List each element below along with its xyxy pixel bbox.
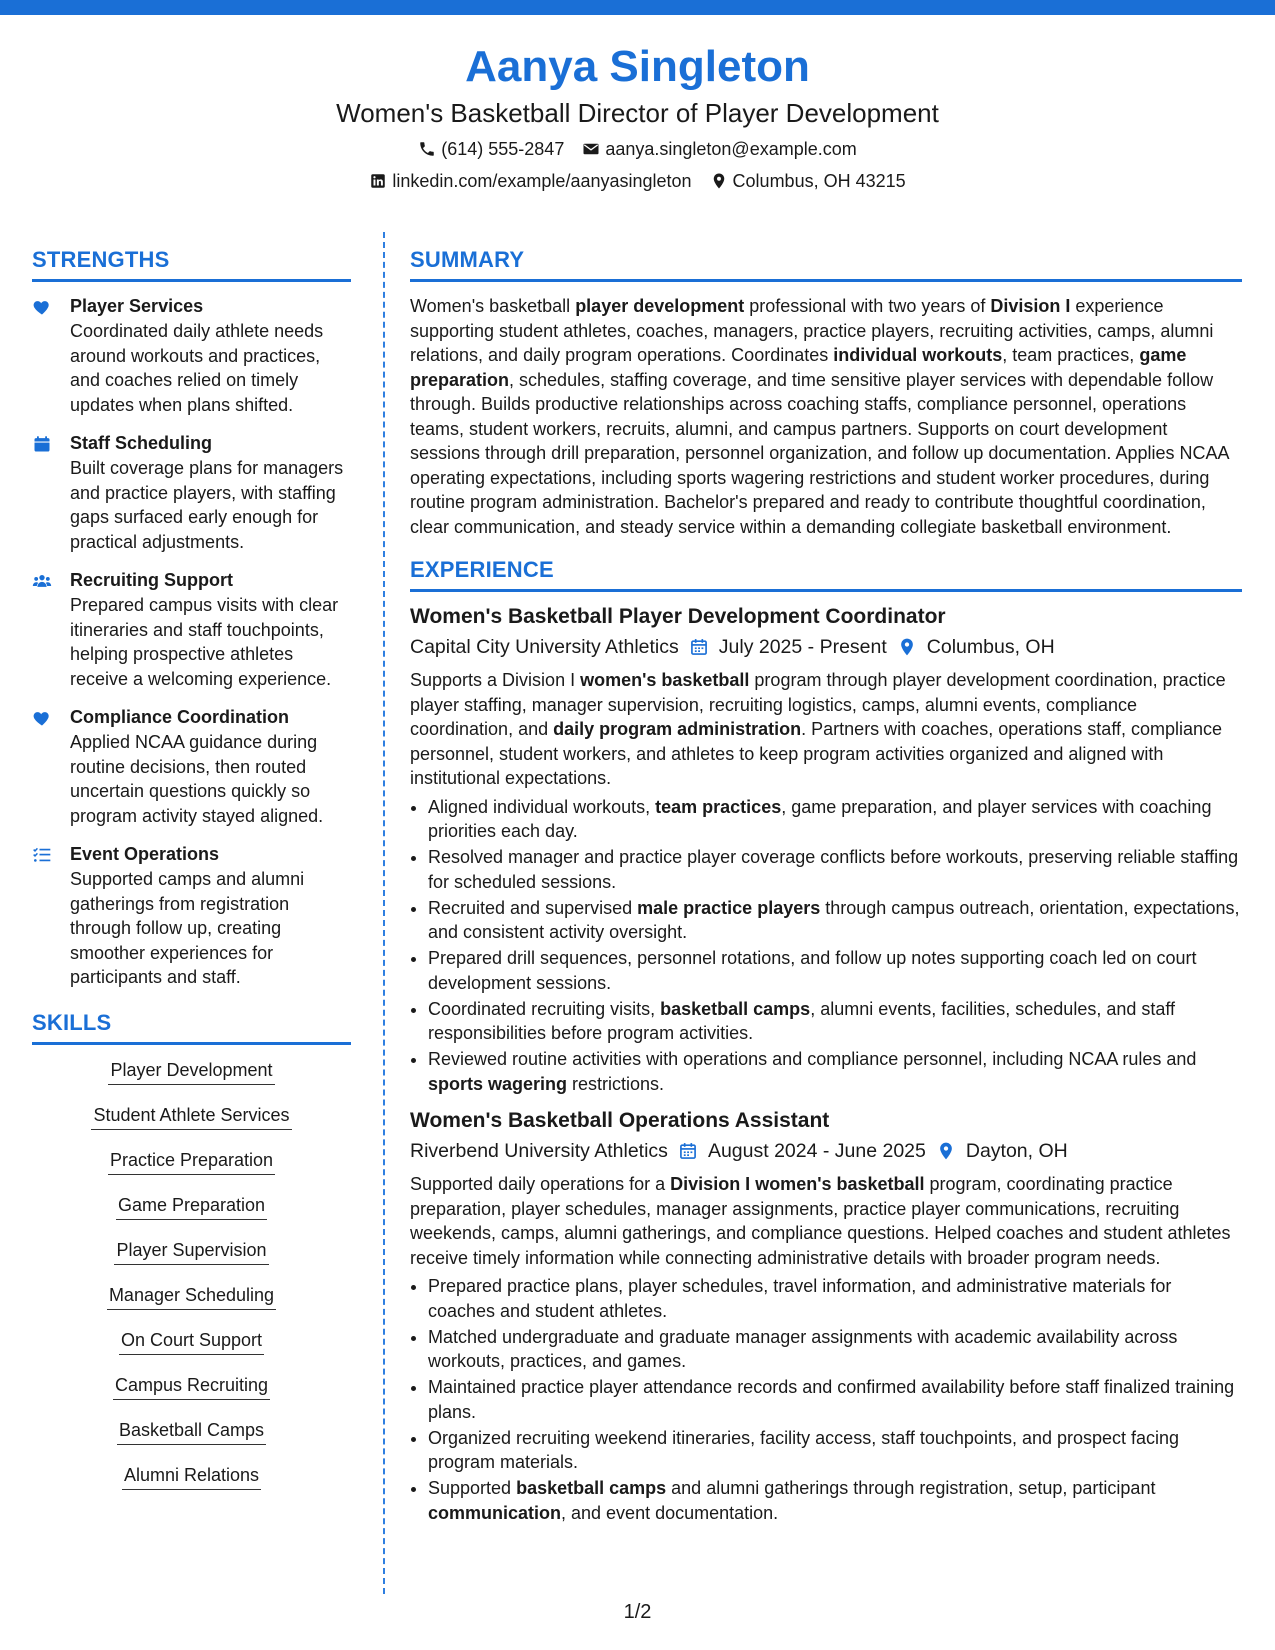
- text-run: Matched undergraduate and graduate manager assignments with academic availability across workouts, practices, and games.: [428, 1326, 1178, 1371]
- text-run: Prepared practice plans, player schedules, travel information, and administrative materials for coaches and student athletes.: [428, 1276, 1172, 1321]
- calendar-icon: [689, 637, 709, 657]
- strength-description: Coordinated daily athlete needs around workouts and practices, and coaches relied on timely updates when plans shifted.: [70, 321, 324, 415]
- job-bullets: [410, 1274, 1242, 1525]
- strength-description: Prepared campus visits with clear itineraries and staff touchpoints, helping prospective athletes receive a welcoming experience.: [70, 595, 339, 689]
- right-column: [410, 245, 1242, 1527]
- strength-item: [32, 294, 351, 417]
- bullet-item: [428, 1375, 1242, 1424]
- bold-text: basketball camps: [660, 998, 811, 1019]
- checklist-icon: [32, 842, 56, 990]
- skill-item: Alumni Relations: [122, 1462, 261, 1490]
- text-run: Resolved manager and practice player coverage conflicts before workouts, preserving reliable staffing for scheduled sessions.: [428, 847, 1239, 892]
- skill-item: Campus Recruiting: [113, 1372, 270, 1400]
- bullet-item: [428, 1274, 1242, 1323]
- text-run: through campus outreach, orientation, expectations, and consistent activity oversight.: [428, 897, 1240, 942]
- job-meta: [410, 632, 1242, 662]
- job-entry: [410, 602, 1242, 1096]
- email-contact[interactable]: [582, 136, 856, 162]
- location-text: Columbus, OH 43215: [732, 171, 906, 191]
- job-location: Dayton, OH: [965, 1140, 1068, 1162]
- skill-item: Student Athlete Services: [91, 1102, 291, 1130]
- job-title: Women's Basketball Player Development Coordinator: [410, 605, 946, 628]
- bold-text: player development: [575, 296, 745, 316]
- linkedin-icon: [369, 172, 387, 190]
- summary-heading: SUMMARY: [410, 245, 1242, 282]
- skill-row: [32, 1462, 351, 1507]
- text-run: Prepared drill sequences, personnel rotations, and follow up notes supporting coach led on court development sessions.: [428, 948, 1197, 993]
- email-text: aanya.singleton@example.com: [605, 139, 857, 159]
- strength-body: [70, 568, 351, 691]
- bold-text: team practices: [655, 796, 782, 817]
- text-run: experience supporting student athletes, coaches, managers, practice players, recruiting activities, camps, alumni relations, and daily program operations. Coordinates: [410, 296, 1214, 365]
- skill-item: Manager Scheduling: [107, 1282, 276, 1310]
- bold-text: sports wagering: [428, 1073, 568, 1094]
- job-bullets: [410, 795, 1242, 1097]
- phone-text: (614) 555-2847: [441, 139, 565, 159]
- text-run: Supported daily operations for a: [410, 1174, 671, 1194]
- job-summary: [410, 668, 1242, 791]
- text-run: , and event documentation.: [561, 1502, 779, 1523]
- experience-list: [410, 602, 1242, 1525]
- strength-name: Compliance Coordination: [70, 707, 290, 727]
- bold-text: individual workouts: [833, 345, 1003, 365]
- job-summary: [410, 1172, 1242, 1270]
- linkedin-contact[interactable]: [369, 168, 691, 194]
- text-run: . Partners with coaches, operations staff, compliance personnel, student workers, and athletes to keep program activities organized and aligned with institutional expectations.: [410, 719, 1223, 788]
- text-run: restrictions.: [567, 1073, 665, 1094]
- bullet-item: [428, 896, 1242, 945]
- candidate-title: Women's Basketball Director of Player Development: [336, 98, 939, 128]
- strength-body: [70, 294, 351, 417]
- skill-row: [32, 1417, 351, 1462]
- text-run: Recruited and supervised: [428, 897, 638, 918]
- bullet-item: [428, 1476, 1242, 1525]
- strength-name: Event Operations: [70, 844, 220, 864]
- page-number: 1/2: [623, 1601, 652, 1623]
- text-run: , game preparation, and player services with coaching priorities each day.: [428, 796, 1212, 841]
- job-title: Women's Basketball Operations Assistant: [410, 1109, 830, 1132]
- bullet-item: [428, 795, 1242, 844]
- strength-description: Applied NCAA guidance during routine decisions, then routed uncertain questions quickly so program activity stayed aligned.: [70, 732, 324, 826]
- top-accent-bar: [0, 0, 1275, 15]
- text-run: , alumni events, facilities, schedules, and staff responsibilities before program activities.: [428, 998, 1176, 1043]
- text-run: program through player development coordination, practice player staffing, manager supervision, recruiting logistics, camps, alumni events, compliance coordination, and: [410, 670, 1226, 739]
- calendar-icon: [678, 1141, 698, 1161]
- job-meta: [410, 1136, 1242, 1166]
- skill-item: Basketball Camps: [117, 1417, 266, 1445]
- phone-contact[interactable]: [418, 136, 564, 162]
- bold-text: basketball camps: [516, 1478, 667, 1498]
- skill-item: On Court Support: [119, 1327, 264, 1355]
- text-run: professional with two years of: [744, 296, 991, 316]
- skill-row: [32, 1282, 351, 1327]
- strength-name: Staff Scheduling: [70, 433, 213, 453]
- text-run: Organized recruiting weekend itineraries, facility access, staff touchpoints, and prospect facing program materials.: [428, 1427, 1180, 1472]
- strength-body: [70, 431, 351, 554]
- resume-header: [0, 38, 1275, 194]
- skill-row: [32, 1102, 351, 1147]
- strength-item: [32, 842, 351, 990]
- skill-item: Practice Preparation: [108, 1147, 275, 1175]
- skill-item: Player Supervision: [114, 1237, 268, 1265]
- strength-item: [32, 431, 351, 554]
- text-run: Supported: [428, 1478, 517, 1498]
- bullet-item: [428, 1047, 1242, 1096]
- bold-text: women's basketball: [580, 670, 750, 690]
- map-pin-icon: [936, 1141, 956, 1161]
- text-run: Maintained practice player attendance records and confirmed availability before staff finalized training plans.: [428, 1377, 1235, 1422]
- skills-list: [32, 1057, 351, 1507]
- strengths-heading: STRENGTHS: [32, 245, 351, 282]
- job-dates: July 2025 - Present: [718, 636, 887, 658]
- strength-name: Recruiting Support: [70, 570, 233, 590]
- text-run: Reviewed routine activities with operations and compliance personnel, including NCAA rules and: [428, 1049, 1197, 1069]
- bullet-item: [428, 1325, 1242, 1374]
- linkedin-text: linkedin.com/example/aanyasingleton: [392, 171, 692, 191]
- job-dates: August 2024 - June 2025: [707, 1140, 926, 1162]
- skill-row: [32, 1372, 351, 1417]
- strength-description: Supported camps and alumni gatherings from registration through follow up, creating smoother experiences for participants and staff.: [70, 869, 305, 987]
- strength-body: [70, 705, 351, 828]
- skill-row: [32, 1147, 351, 1192]
- text-run: program, coordinating practice preparation, player schedules, manager assignments, practice player communications, recruiting weekends, camps, alumni gatherings, and compliance questions. Helped coaches and student athletes receive timely information while connecting administrative details with broader program needs.: [410, 1174, 1231, 1268]
- map-pin-icon: [710, 172, 728, 190]
- envelope-icon: [582, 140, 600, 158]
- experience-heading: EXPERIENCE: [410, 555, 1242, 592]
- bold-text: Division I: [990, 296, 1071, 316]
- text-run: Aligned individual workouts,: [428, 796, 656, 817]
- text-run: Coordinated recruiting visits,: [428, 998, 661, 1019]
- calendar-icon: [32, 431, 56, 554]
- map-pin-icon: [897, 637, 917, 657]
- skill-row: [32, 1057, 351, 1102]
- skill-row: [32, 1192, 351, 1237]
- bold-text: daily program administration: [553, 719, 802, 739]
- strength-item: [32, 705, 351, 828]
- phone-icon: [418, 140, 436, 158]
- skills-heading: SKILLS: [32, 1008, 351, 1045]
- bullet-item: [428, 845, 1242, 894]
- text-run: , team practices,: [1002, 345, 1140, 365]
- bold-text: communication: [428, 1502, 562, 1523]
- job-entry: [410, 1106, 1242, 1525]
- strength-item: [32, 568, 351, 691]
- text-run: Supports a Division I: [410, 670, 581, 690]
- job-organization: Riverbend University Athletics: [410, 1140, 668, 1162]
- text-run: Women's basketball: [410, 296, 576, 316]
- column-divider: [383, 232, 385, 1594]
- heart-icon: [32, 705, 56, 828]
- summary-paragraph: [410, 294, 1242, 539]
- skill-item: Game Preparation: [116, 1192, 267, 1220]
- bullet-item: [428, 946, 1242, 995]
- job-location: Columbus, OH: [926, 636, 1055, 658]
- strengths-list: [32, 294, 351, 990]
- users-icon: [32, 568, 56, 691]
- skill-row: [32, 1327, 351, 1372]
- contact-row-2: [0, 168, 1275, 194]
- strength-name: Player Services: [70, 296, 204, 316]
- strength-body: [70, 842, 351, 990]
- bold-text: Division I women's basketball: [670, 1174, 925, 1194]
- location-contact: [710, 168, 906, 194]
- skill-item: Player Development: [108, 1057, 274, 1085]
- left-column: [32, 245, 351, 1507]
- bold-text: game preparation: [410, 345, 1187, 390]
- bullet-item: [428, 1426, 1242, 1475]
- text-run: , schedules, staffing coverage, and time sensitive player services with dependable follow through. Builds productive relationships across coaching staffs, compliance personnel, operations teams, student workers, recruits, alumni, and campus partners. Supports on court development sessions through drill preparation, personnel organization, and follow up documentation. Applies NCAA operating expectations, including sports wagering restrictions and student worker procedures, during routine program administration. Bachelor's prepared and ready to contribute thoughtful coordination, clear communication, and steady service within a demanding collegiate basketball environment.: [410, 369, 1229, 537]
- contact-row-1: [0, 136, 1275, 162]
- heart-icon: [32, 294, 56, 417]
- job-organization: Capital City University Athletics: [410, 636, 679, 658]
- strength-description: Built coverage plans for managers and practice players, with staffing gaps surfaced early enough for practical adjustments.: [70, 458, 344, 552]
- skill-row: [32, 1237, 351, 1282]
- text-run: and alumni gatherings through registration, setup, participant: [666, 1478, 1156, 1498]
- bold-text: male practice players: [637, 897, 821, 918]
- bullet-item: [428, 997, 1242, 1046]
- candidate-name: Aanya Singleton: [465, 42, 810, 91]
